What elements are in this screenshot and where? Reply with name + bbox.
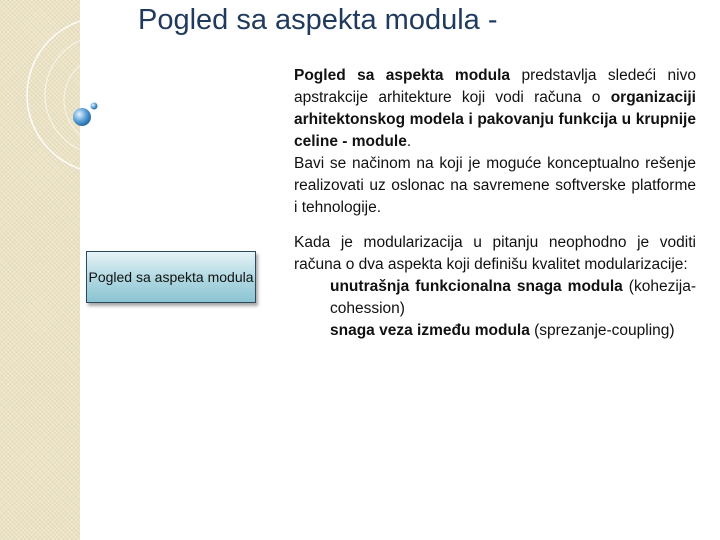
- aspect-coupling: [294, 320, 696, 342]
- definition-emphasis: organizaciji arhitektonskog modela i pakovanju funkcija u krupnije celine - module: [294, 89, 696, 150]
- definition-text: predstavlja sledeći nivo apstrakcije arhitekture koji vodi računa o: [294, 67, 696, 106]
- aspect-cohesion-note: (kohezija-cohession): [330, 278, 696, 317]
- paragraph-realization: Bavi se načinom na koji je moguće konceptualno rešenje realizovati uz oslonac na savremene softverske platforme i tehnologije.: [294, 155, 696, 216]
- slide-title: Pogled sa aspekta modula -: [138, 4, 498, 36]
- aspect-coupling-note: (sprezanje-coupling): [529, 322, 675, 339]
- slide-content: [294, 65, 696, 342]
- paragraph-definition: [294, 65, 696, 153]
- paragraph-modularization: Kada je modularizacija u pitanju neophodno je voditi računa o dva aspekta koji definišu kvalitet modularizacije:: [294, 234, 696, 273]
- aspect-coupling-label: snaga veza između modula: [330, 322, 530, 339]
- aspect-cohesion: [294, 276, 696, 320]
- callout-label: Pogled sa aspekta modula: [88, 269, 254, 285]
- definition-end: .: [406, 133, 412, 150]
- aspect-cohesion-label: unutrašnja funkcionalna snaga modula: [330, 278, 623, 295]
- definition-term: Pogled sa aspekta modula: [294, 67, 511, 84]
- callout-box: [86, 251, 256, 303]
- decorative-bubble-small: [91, 103, 98, 110]
- decorative-bubble-large: [73, 108, 91, 126]
